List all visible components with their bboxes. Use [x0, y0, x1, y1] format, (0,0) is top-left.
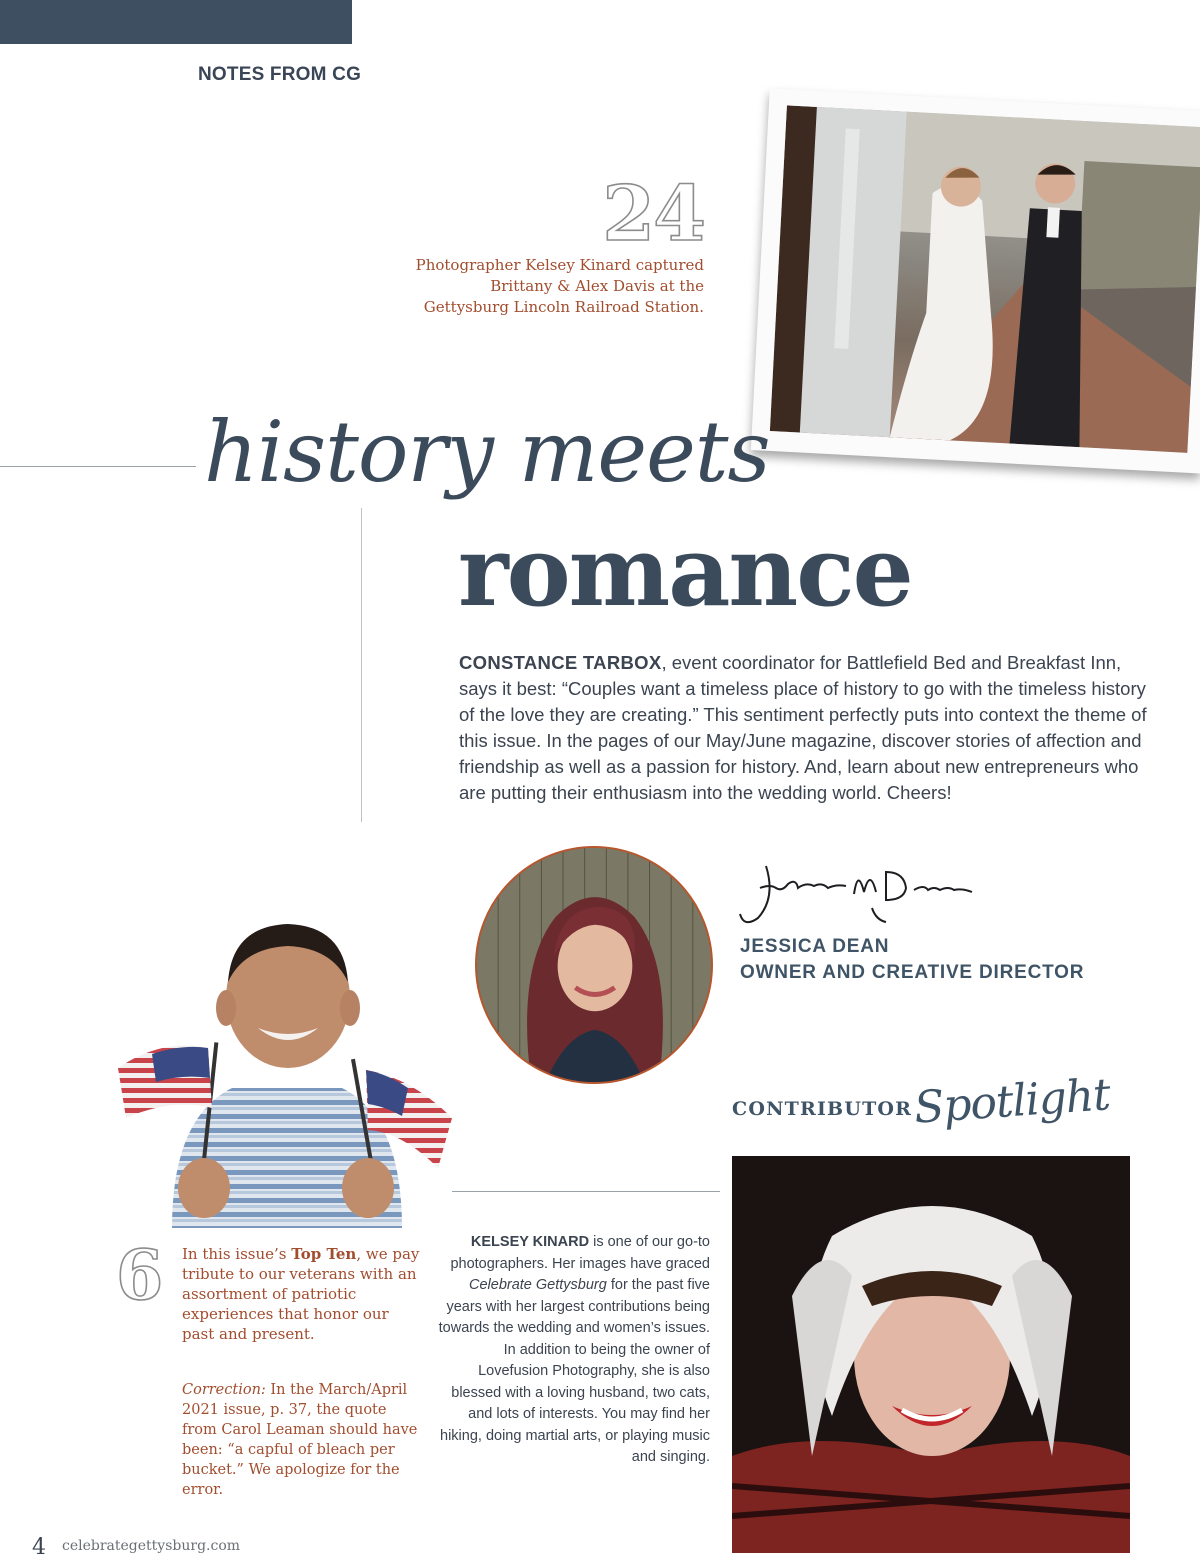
signer-title: OWNER AND CREATIVE DIRECTOR	[740, 962, 1085, 983]
vertical-rule	[361, 508, 362, 822]
wedding-photo	[770, 105, 1200, 452]
top-ten-text-before: In this issue’s	[182, 1245, 292, 1263]
top-ten-highlight: Top Ten	[291, 1245, 357, 1263]
signer-name: JESSICA DEAN	[740, 936, 890, 957]
headline-rule	[0, 466, 196, 467]
correction-note	[182, 1380, 422, 1500]
wedding-photo-frame	[751, 88, 1200, 473]
top-ten-note	[182, 1244, 422, 1344]
contributor-name: KELSEY KINARD	[470, 1234, 590, 1250]
contributor-heading: CONTRIBUTOR	[732, 1098, 913, 1120]
editor-portrait	[475, 846, 713, 1084]
intro-paragraph	[459, 650, 1149, 806]
top-ten-page-number: 6	[116, 1236, 164, 1316]
signature	[736, 858, 980, 930]
publication-name: Celebrate Gettysburg	[469, 1277, 607, 1293]
top-ten-text-after: , we pay tribute to our veterans with an assortment of patriotic experiences that honor our past and present.	[182, 1245, 420, 1343]
spotlight-script-heading: Spotlight	[912, 1069, 1112, 1134]
feature-page-number: 24	[602, 169, 704, 258]
contributor-bio	[438, 1232, 710, 1469]
footer-page-number: 4	[32, 1535, 46, 1560]
contributor-text-1: is one of our go-to photographers. Her images have graced	[450, 1234, 710, 1272]
contributor-text-2: for the past five years with her largest contributions being towards the wedding and women’s issues. In addition to being the owner of Lovefusion Photography, she is also blessed with a loving husband, two cats, and lots of interests. You may find her hiking, doing martial arts, or playing music and singing.	[438, 1277, 710, 1465]
section-label: NOTES FROM CG	[198, 64, 362, 85]
correction-label: Correction:	[182, 1382, 266, 1398]
child-with-flags-photo	[112, 918, 462, 1228]
correction-text: In the March/April 2021 issue, p. 37, the quote from Carol Leaman should have been: “a capful of bleach per bucket.” We apologize for the error.	[182, 1382, 418, 1498]
headline-line-1: history meets	[204, 403, 770, 501]
photo-caption: Photographer Kelsey Kinard captured Brittany & Alex Davis at the Gettysburg Lincoln Railroad Station.	[415, 256, 704, 316]
footer-url: celebrategettysburg.com	[62, 1538, 241, 1554]
intro-lead-name: CONSTANCE TARBOX	[459, 652, 662, 673]
intro-body: , event coordinator for Battlefield Bed and Breakfast Inn, says it best: “Couples want a timeless place of history to go with the timeless history of the love they are creating.” This sentiment perfectly puts into context the theme of this issue. In the pages of our May/June magazine, discover stories of affection and friendship as well as a passion for history. And, learn about new entrepreneurs who are putting their enthusiasm into the wedding world. Cheers!	[459, 652, 1147, 803]
contributor-rule	[452, 1191, 720, 1192]
header-color-bar	[0, 0, 352, 44]
headline-line-2: romance	[458, 515, 912, 628]
contributor-photo	[732, 1156, 1130, 1553]
